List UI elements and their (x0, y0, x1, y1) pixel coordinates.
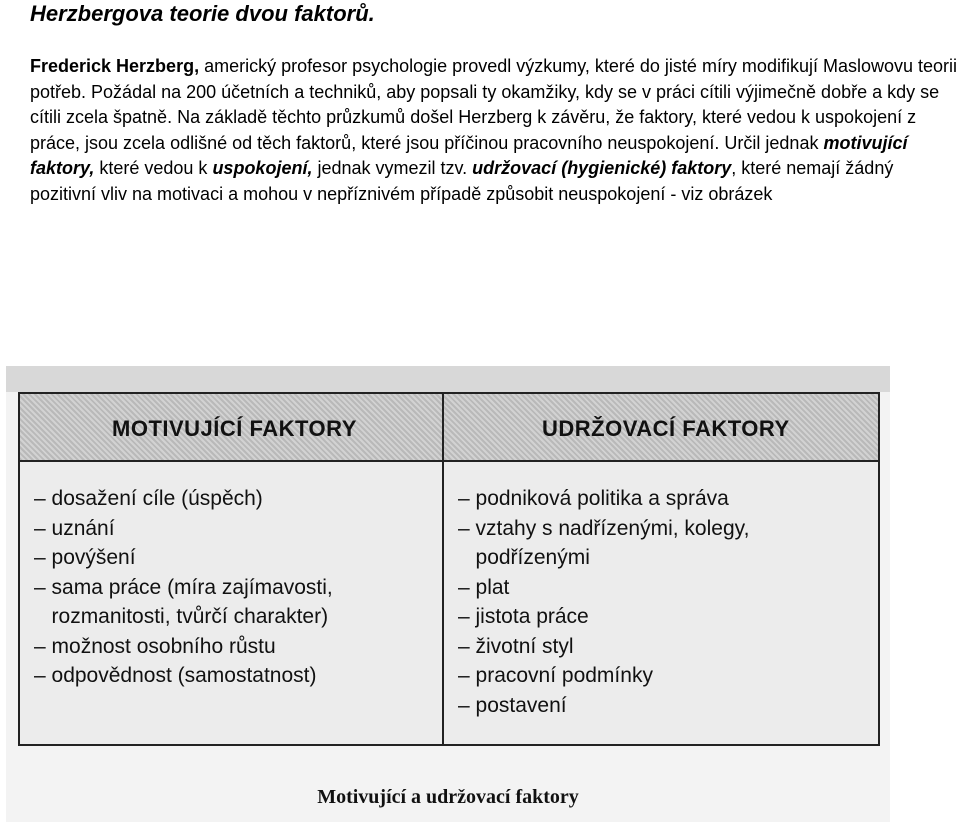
list-item: – povýšení (34, 543, 333, 573)
page-title: Herzbergova teorie dvou faktorů. (30, 1, 375, 26)
motivating-factors-header: MOTIVUJÍCÍ FAKTORY (112, 416, 357, 441)
list-item: podřízenými (475, 546, 590, 569)
list-item: – postavení (458, 691, 749, 721)
scan-top-strip (6, 366, 890, 392)
hygiene-factors-list (458, 484, 749, 720)
hygiene-factors-term: udržovací (hygienické) faktory (472, 158, 732, 179)
hygiene-factors-header: UDRŽOVACÍ FAKTORY (542, 416, 790, 441)
list-item: – dosažení cíle (úspěch) (34, 484, 333, 514)
figure-caption: Motivující a udržovací faktory (317, 786, 579, 808)
intro-paragraph (30, 54, 960, 208)
list-item: – odpovědnost (samostatnost) (34, 661, 333, 691)
herzberg-name: Frederick Herzberg, (30, 56, 200, 76)
list-item: – plat (458, 573, 749, 603)
paragraph-text-3: jednak vymezil tzv. (312, 158, 473, 179)
list-item: – pracovní podmínky (458, 661, 749, 691)
herzberg-factors-figure (6, 366, 890, 822)
list-item: – sama práce (míra zajímavosti, (34, 573, 333, 603)
paragraph-text-2: které vedou k (94, 158, 213, 179)
factors-table (18, 392, 880, 746)
paragraph-text-4: , které nemají žádný pozitivní vliv na motivaci a mohou v nepříznivém případě způsobit neuspokojení - viz obrázek (30, 158, 894, 204)
satisfaction-term: uspokojení, (212, 158, 313, 179)
list-item: – životní styl (458, 632, 749, 662)
paragraph-text-1: americký profesor psychologie provedl výzkumy, které do jisté míry modifikují Maslowovu teorii potřeb. Požádal na 200 účetních a techniků, aby popsali ty okamžiky, kdy se v práci cítili výjimečně dobře a kdy se cítili zcela špatně. Na základě těchto průzkumů došel Herzberg k závěru, že faktory, které vedou k uspokojení z práce, jsou zcela odlišné od těch faktorů, které jsou příčinou pracovního neuspokojení. Určil jednak (30, 56, 958, 153)
list-item: – možnost osobního růstu (34, 632, 333, 662)
list-item: – vztahy s nadřízenými, kolegy, (458, 514, 749, 544)
list-item: – uznání (34, 514, 333, 544)
motivating-factors-term: motivující faktory, (30, 132, 908, 179)
motivating-factors-list (34, 484, 333, 691)
list-item: – podniková politika a správa (458, 484, 749, 514)
list-item: rozmanitosti, tvůrčí charakter) (51, 605, 329, 628)
list-item: – jistota práce (458, 602, 749, 632)
column-divider (442, 394, 444, 744)
